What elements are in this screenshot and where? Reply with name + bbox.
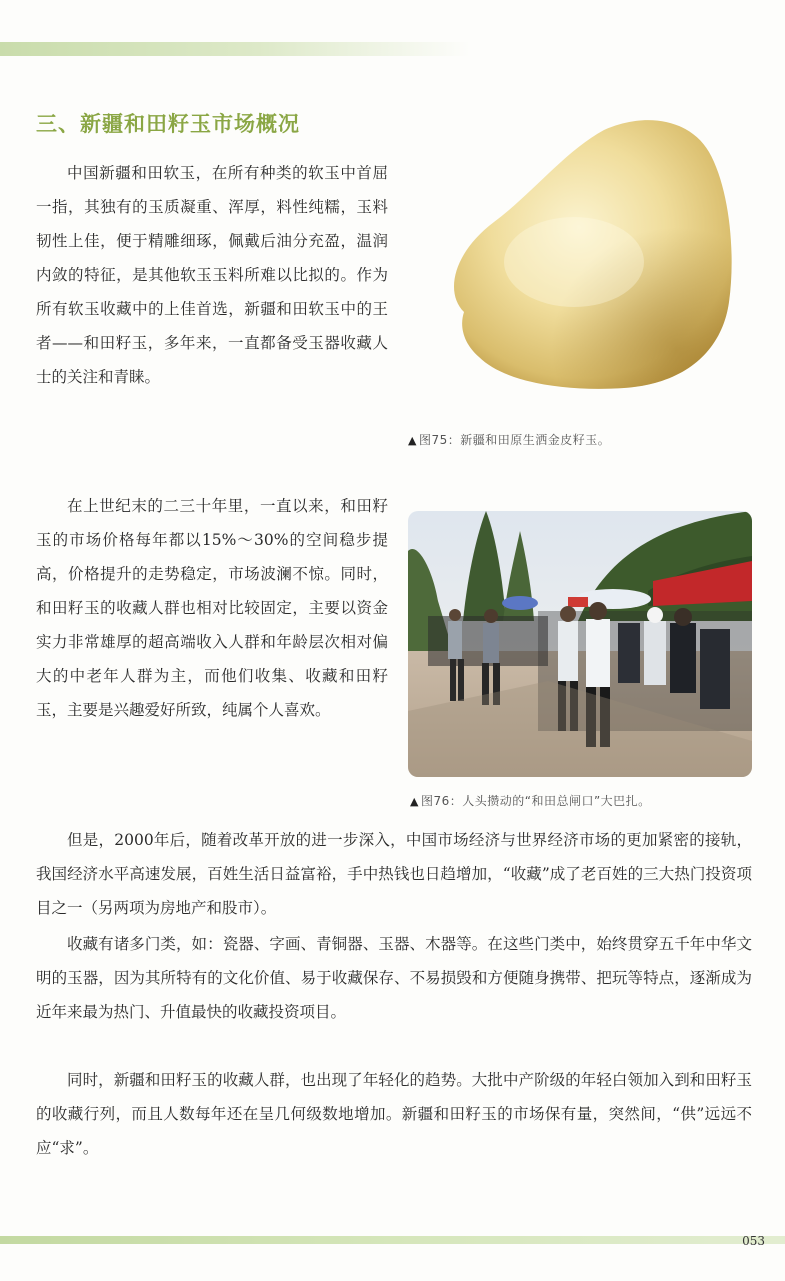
triangle-marker-icon: ▲	[410, 795, 419, 808]
section-heading: 三、新疆和田籽玉市场概况	[36, 111, 300, 136]
triangle-marker-icon: ▲	[408, 434, 417, 447]
page-number: 053	[742, 1234, 765, 1248]
figure-75-caption	[408, 431, 610, 448]
paragraph-2-text: 在上世纪末的二三十年里，一直以来，和田籽玉的市场价格每年都以15%～30%的空间稳步提高，价格提升的走势稳定，市场波澜不惊。同时，和田籽玉的收藏人群也相对比较固定，主要以资金实力非常雄厚的超高端收入人群和年龄层次相对偏大的中老年人群为主，而他们收集、收藏和田籽玉，主要是兴趣爱好所致，纯属个人喜欢。	[36, 497, 388, 719]
bazaar-crowd-image	[408, 511, 752, 777]
footer-decor-band	[0, 1236, 785, 1244]
figure-76-caption-text: 图76：人头攒动的“和田总闸口”大巴扎。	[420, 794, 651, 808]
header-decor-band	[0, 42, 470, 56]
paragraph-1-text: 中国新疆和田软玉，在所有种类的软玉中首屈一指，其独有的玉质凝重、浑厚，料性纯糯，玉料韧性上佳，便于精雕细琢，佩戴后油分充盈，温润内敛的特征，是其他软玉玉料所难以比拟的。作为所有软玉收藏中的上佳首选，新疆和田软玉中的王者——和田籽玉，多年来，一直都备受玉器收藏人士的关注和青睐。	[36, 164, 388, 386]
jade-pebble-image	[424, 112, 754, 398]
paragraph-1	[36, 156, 388, 394]
paragraph-5	[36, 1063, 752, 1165]
figure-75-caption-text: 图75：新疆和田原生洒金皮籽玉。	[418, 433, 611, 447]
figure-76-caption	[410, 792, 651, 809]
paragraph-5-text: 同时，新疆和田籽玉的收藏人群，也出现了年轻化的趋势。大批中产阶级的年轻白领加入到和田籽玉的收藏行列，而且人数每年还在呈几何级数地增加。新疆和田籽玉的市场保有量，突然间，“供”远远不应“求”。	[36, 1071, 752, 1157]
paragraph-4-text: 收藏有诸多门类，如：瓷器、字画、青铜器、玉器、木器等。在这些门类中，始终贯穿五千年中华文明的玉器，因为其所特有的文化价值、易于收藏保存、不易损毁和方便随身携带、把玩等特点，逐渐成为近年来最为热门、升值最快的收藏投资项目。	[36, 935, 752, 1021]
paragraph-4	[36, 927, 752, 1029]
paragraph-2	[36, 489, 388, 727]
paragraph-3-text: 但是，2000年后，随着改革开放的进一步深入，中国市场经济与世界经济市场的更加紧密的接轨，我国经济水平高速发展，百姓生活日益富裕，手中热钱也日趋增加，“收藏”成了老百姓的三大热门投资项目之一（另两项为房地产和股市）。	[36, 831, 752, 917]
paragraph-3	[36, 823, 752, 925]
